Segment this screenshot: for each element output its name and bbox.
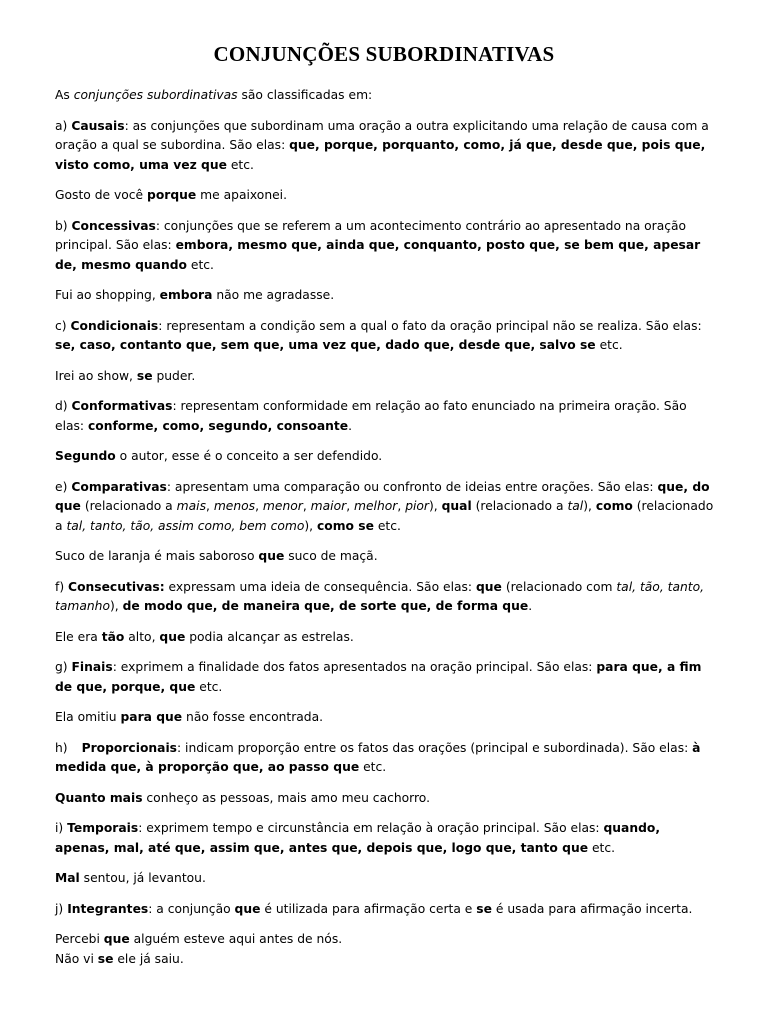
- example-bold: porque: [147, 188, 197, 202]
- intro-text: As: [55, 88, 74, 102]
- conjunction-list: quando, apenas, mal, até que, assim que, antes que, depois que, logo que, tanto que: [55, 821, 661, 855]
- section-end: é usada para afirmação incerta.: [491, 901, 693, 916]
- section-end: .: [348, 418, 353, 433]
- bold-fragment: se: [476, 901, 492, 916]
- example-text: Gosto de você: [55, 188, 148, 202]
- example-text-end: me apaixonei.: [196, 188, 288, 202]
- text-fragment: é utilizada para afirmação certa e: [260, 901, 477, 916]
- conjunction-list: que, do que: [55, 479, 710, 513]
- section-end: etc.: [195, 679, 223, 694]
- example-bold: tão: [101, 629, 125, 644]
- section-letter: f): [55, 579, 69, 594]
- section-condicionais: [55, 317, 715, 356]
- italic-fragment: tal, tanto, tão, assim como, bem como: [66, 518, 305, 533]
- example-integrantes-1: [55, 930, 715, 950]
- conjunction-list: de modo que, de maneira que, de sorte que, de forma que: [122, 599, 529, 613]
- example-text: Não vi: [55, 951, 98, 966]
- bold-fragment: como: [595, 499, 633, 513]
- section-end: etc.: [595, 338, 623, 352]
- example-text-end: ele já saiu.: [113, 951, 184, 966]
- section-letter: d): [55, 399, 72, 413]
- text-fragment: ,: [302, 499, 311, 513]
- text-fragment: ,: [397, 499, 406, 513]
- section-temporais: [55, 819, 715, 858]
- italic-fragment: tal: [567, 499, 584, 513]
- example-temporais: [55, 869, 715, 889]
- example-proporcionais: [55, 789, 715, 809]
- section-end: etc.: [359, 760, 387, 774]
- example-bold: que: [103, 932, 130, 946]
- section-end: etc.: [373, 518, 401, 533]
- example-integrantes-2: [55, 950, 715, 970]
- example-text-end: podia alcançar as estrelas.: [185, 629, 354, 644]
- section-name: Temporais: [67, 821, 139, 835]
- section-name: Condicionais: [70, 318, 159, 333]
- intro-italic: conjunções subordinativas: [73, 88, 238, 102]
- bold-fragment: como se: [316, 518, 374, 533]
- bold-fragment: qual: [441, 499, 472, 513]
- example-bold: para que: [120, 710, 183, 724]
- section-name: Comparativas: [71, 479, 167, 494]
- text-fragment: ),: [583, 499, 596, 513]
- example-text: Percebi: [55, 932, 104, 946]
- section-letter: i): [55, 821, 68, 835]
- example-bold: embora: [159, 288, 213, 302]
- italic-fragment: tal, tão, tanto, tamanho: [55, 579, 705, 613]
- example-bold: Mal: [55, 871, 80, 885]
- section-concessivas: [55, 217, 715, 276]
- section-comparativas: [55, 478, 715, 537]
- example-text-end: puder.: [152, 368, 196, 383]
- conjunction-list: se, caso, contanto que, sem que, uma vez que, dado que, desde que, salvo se: [55, 338, 596, 352]
- section-end: etc.: [226, 157, 254, 172]
- example-bold: se: [136, 368, 153, 383]
- section-description: : representam conformidade em relação ao fato enunciado na primeira oração. São elas:: [55, 399, 687, 433]
- text-fragment: ),: [304, 518, 317, 533]
- italic-fragment: mais: [176, 499, 206, 513]
- example-bold: Segundo: [55, 449, 116, 463]
- section-description: expressam uma ideia de consequência. São elas:: [164, 579, 476, 594]
- example-consecutivas: [55, 628, 715, 648]
- section-end: etc.: [186, 257, 214, 272]
- section-description: : as conjunções que subordinam uma oração a outra explicitando uma relação de causa com a oração a qual se subordina. São elas:: [55, 118, 709, 152]
- section-letter: c): [55, 318, 71, 333]
- text-fragment: ,: [205, 499, 214, 513]
- italic-fragment: melhor: [354, 499, 398, 513]
- conjunction-list: embora, mesmo que, ainda que, conquanto, posto que, se bem que, apesar de, mesmo quando: [55, 238, 701, 272]
- intro-text-end: são classificadas em:: [237, 88, 373, 102]
- section-end: etc.: [588, 840, 616, 855]
- section-description: : indicam proporção entre os fatos das orações (principal e subordinada). São elas:: [176, 740, 693, 755]
- example-text-end: não fosse encontrada.: [182, 710, 324, 724]
- example-text: Suco de laranja é mais saboroso: [55, 549, 259, 563]
- section-description: : conjunções que se referem a um acontecimento contrário ao apresentado na oração principal. São elas:: [55, 218, 687, 252]
- section-integrantes: [55, 900, 715, 920]
- section-description: : exprimem tempo e circunstância em relação à oração principal. São elas:: [138, 821, 604, 835]
- italic-fragment: menor: [262, 499, 303, 513]
- section-name: Concessivas: [71, 218, 156, 233]
- section-consecutivas: [55, 578, 715, 617]
- text-fragment: (relacionado com: [501, 579, 617, 594]
- text-fragment: (relacionado a: [55, 499, 714, 533]
- example-finais: [55, 708, 715, 728]
- example-condicionais: [55, 367, 715, 387]
- example-bold: se: [97, 951, 114, 966]
- example-causais: [55, 186, 715, 206]
- section-description: : apresentam uma comparação ou confronto de ideias entre orações. São elas:: [166, 479, 658, 494]
- text-fragment: ,: [255, 499, 263, 513]
- example-bold: Quanto mais: [55, 790, 143, 805]
- section-name: Proporcionais: [81, 740, 177, 755]
- section-name: Consecutivas:: [68, 579, 165, 594]
- italic-fragment: menos: [213, 499, 256, 513]
- section-letter: g): [55, 660, 72, 674]
- example-text-end: conheço as pessoas, mais amo meu cachorro.: [142, 790, 431, 805]
- conjunction-list: que, porque, porquanto, como, já que, desde que, pois que, visto como, uma vez que: [55, 138, 706, 172]
- section-name: Integrantes: [67, 901, 149, 916]
- section-letter: a): [55, 118, 68, 133]
- italic-fragment: maior: [310, 499, 347, 513]
- section-finais: [55, 658, 715, 697]
- text-fragment: (relacionado a: [80, 499, 177, 513]
- section-letter: h): [55, 740, 68, 755]
- example-text-end: o autor, esse é o conceito a ser defendido.: [115, 449, 383, 463]
- section-description: : exprimem a finalidade dos fatos apresentados na oração principal. São elas:: [112, 660, 597, 674]
- section-name: Conformativas: [71, 399, 173, 413]
- section-name: Finais: [71, 660, 113, 674]
- example-text: alto,: [124, 629, 160, 644]
- conjunction-list: à medida que, à proporção que, ao passo que: [55, 740, 701, 774]
- section-name: Causais: [71, 118, 125, 133]
- example-text: Ele era: [55, 629, 102, 644]
- example-text-end: alguém esteve aqui antes de nós.: [129, 932, 343, 946]
- italic-fragment: pior: [405, 499, 429, 513]
- example-text-end: sentou, já levantou.: [79, 871, 206, 885]
- example-conformativas: [55, 447, 715, 467]
- example-bold: que: [258, 549, 285, 563]
- document-body: [55, 86, 715, 980]
- example-bold: que: [159, 629, 186, 644]
- section-letter: b): [55, 218, 72, 233]
- conjunction-list: para que, a fim de que, porque, que: [55, 660, 702, 694]
- example-text-end: não me agradasse.: [212, 288, 335, 302]
- section-causais: [55, 117, 715, 176]
- text-fragment: ,: [346, 499, 355, 513]
- bold-fragment: que: [476, 579, 502, 594]
- example-concessivas: [55, 286, 715, 306]
- section-description: : representam a condição sem a qual o fato da oração principal não se realiza. São elas:: [158, 318, 702, 333]
- text-fragment: (relacionado a: [471, 499, 568, 513]
- example-text-end: suco de maçã.: [284, 549, 378, 563]
- conjunction-list: conforme, como, segundo, consoante: [87, 418, 349, 433]
- example-text: Fui ao shopping,: [55, 288, 160, 302]
- example-text: Ela omitiu: [55, 710, 121, 724]
- section-description: : a conjunção: [148, 901, 235, 916]
- example-text: Irei ao show,: [55, 368, 137, 383]
- section-letter: j): [55, 901, 64, 916]
- page-title: CONJUNÇÕES SUBORDINATIVAS: [213, 42, 555, 66]
- example-comparativas: [55, 547, 715, 567]
- section-letter: e): [55, 479, 68, 494]
- bold-fragment: que: [234, 901, 261, 916]
- section-conformativas: [55, 397, 715, 436]
- section-end: .: [528, 599, 533, 613]
- text-fragment: ),: [109, 599, 123, 613]
- text-fragment: ),: [429, 499, 442, 513]
- intro-paragraph: [55, 86, 715, 106]
- section-proporcionais: [55, 739, 715, 778]
